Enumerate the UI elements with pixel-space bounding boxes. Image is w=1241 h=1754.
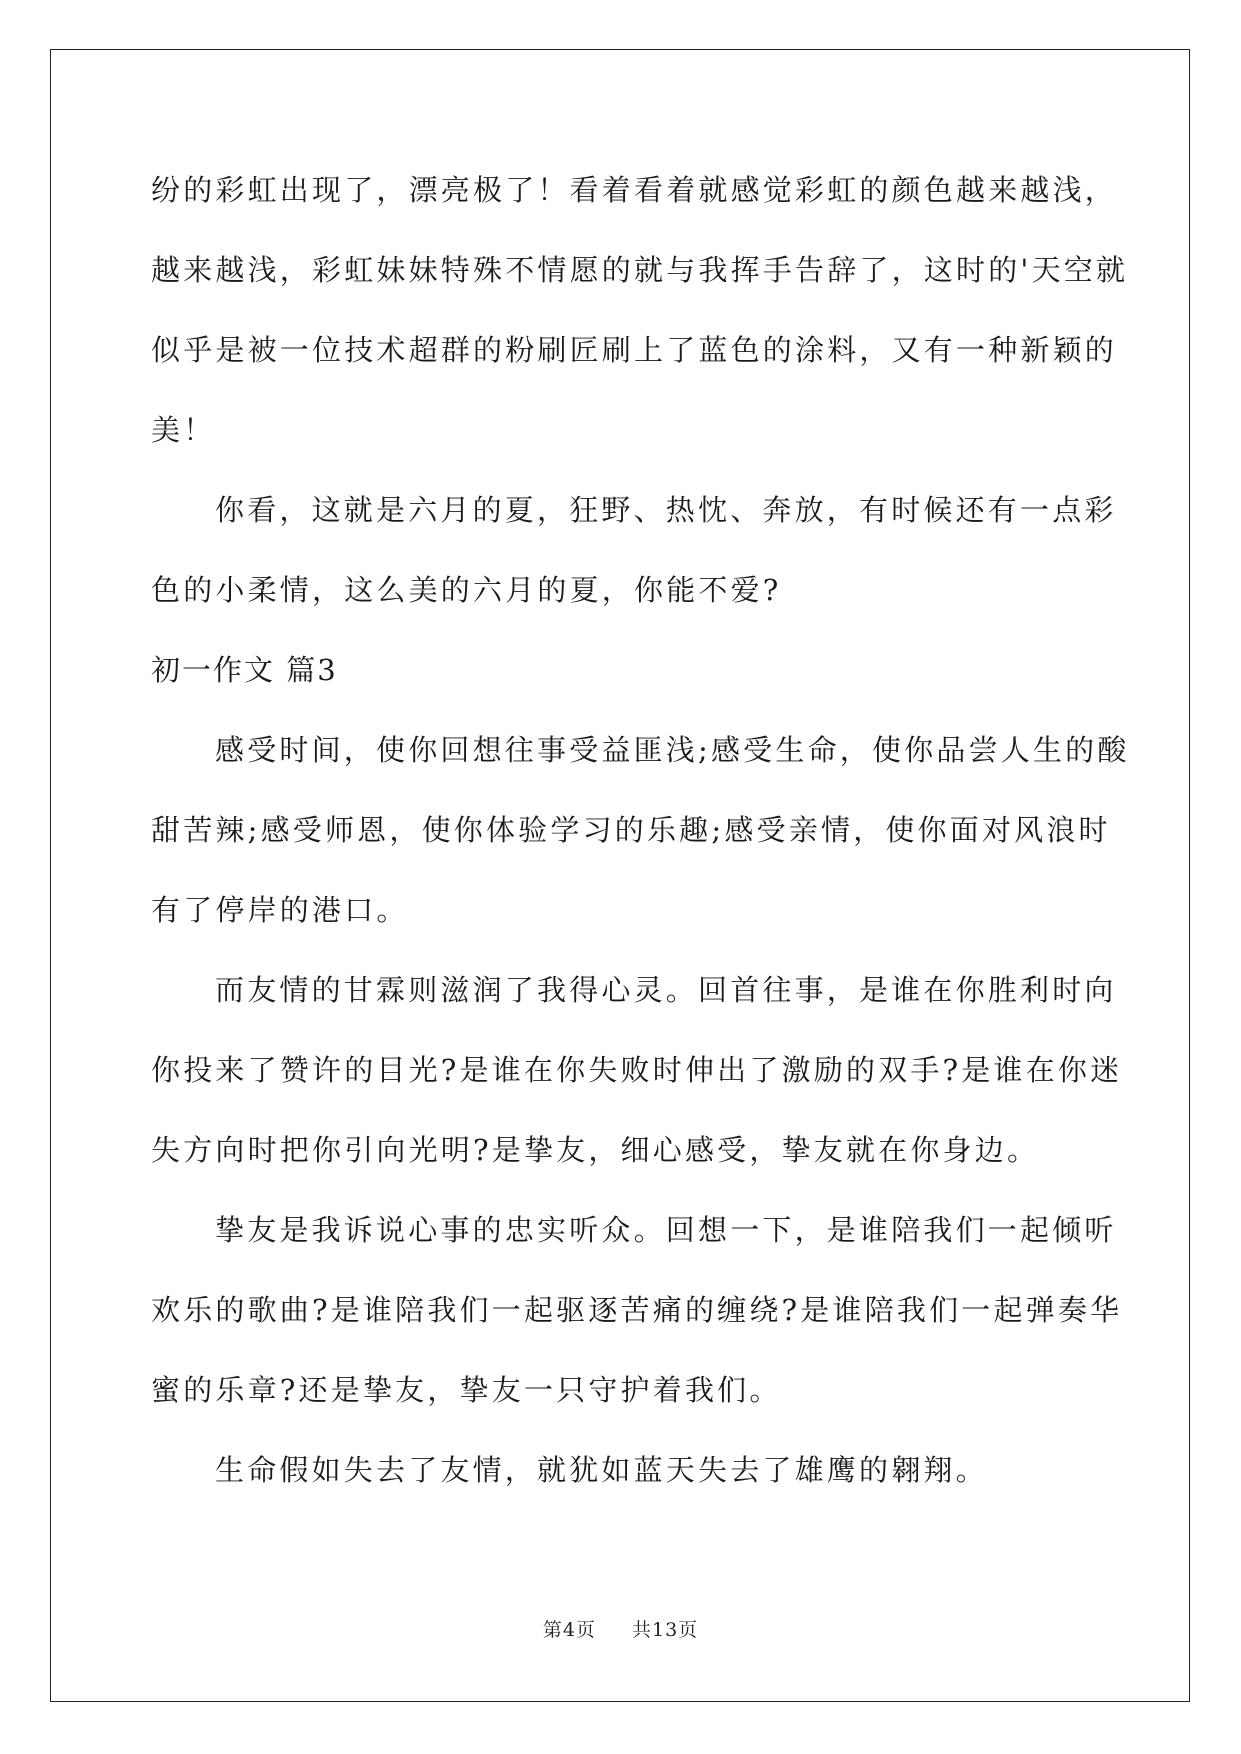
text-line: 甜苦辣;感受师恩，使你体验学习的乐趣;感受亲情，使你面对风浪时 — [151, 813, 1111, 847]
text-line: 似乎是被一位技术超群的粉刷匠刷上了蓝色的涂料，又有一种新颖的 — [151, 333, 1118, 367]
text-line: 越来越浅，彩虹妹妹特殊不情愿的就与我挥手告辞了，这时的'天空就 — [151, 253, 1129, 287]
text-line: 欢乐的歌曲?是谁陪我们一起驱逐苦痛的缠绕?是谁陪我们一起弹奏华 — [151, 1293, 1123, 1327]
page-footer — [0, 1615, 1241, 1642]
text-line: 色的小柔情，这么美的六月的夏，你能不爱? — [151, 573, 782, 607]
text-line: 失方向时把你引向光明?是挚友，细心感受，挚友就在你身边。 — [151, 1133, 1040, 1167]
text-line: 你投来了赞许的目光?是谁在你失败时伸出了激励的双手?是谁在你迷 — [151, 1053, 1123, 1087]
text-line: 蜜的乐章?还是挚友，挚友一只守护着我们。 — [151, 1373, 782, 1407]
text-line: 挚友是我诉说心事的忠实听众。回想一下，是谁陪我们一起倾听 — [215, 1213, 1117, 1247]
text-line: 生命假如失去了友情，就犹如蓝天失去了雄鹰的翱翔。 — [215, 1453, 988, 1487]
text-line: 纷的彩虹出现了，漂亮极了！看着看着就感觉彩虹的颜色越来越浅， — [151, 173, 1118, 207]
page-number: 第4页 — [542, 1619, 596, 1641]
text-line: 美！ — [151, 413, 216, 447]
text-line: 感受时间，使你回想往事受益匪浅;感受生命，使你品尝人生的酸 — [215, 733, 1130, 767]
section-heading: 初一作文 篇3 — [151, 653, 338, 687]
text-line: 有了停岸的港口。 — [151, 893, 409, 927]
document-body — [151, 150, 1130, 1510]
text-line: 你看，这就是六月的夏，狂野、热忱、奔放，有时候还有一点彩 — [215, 493, 1117, 527]
page-total: 共13页 — [632, 1619, 699, 1641]
text-line: 而友情的甘霖则滋润了我得心灵。回首往事，是谁在你胜利时向 — [215, 973, 1117, 1007]
